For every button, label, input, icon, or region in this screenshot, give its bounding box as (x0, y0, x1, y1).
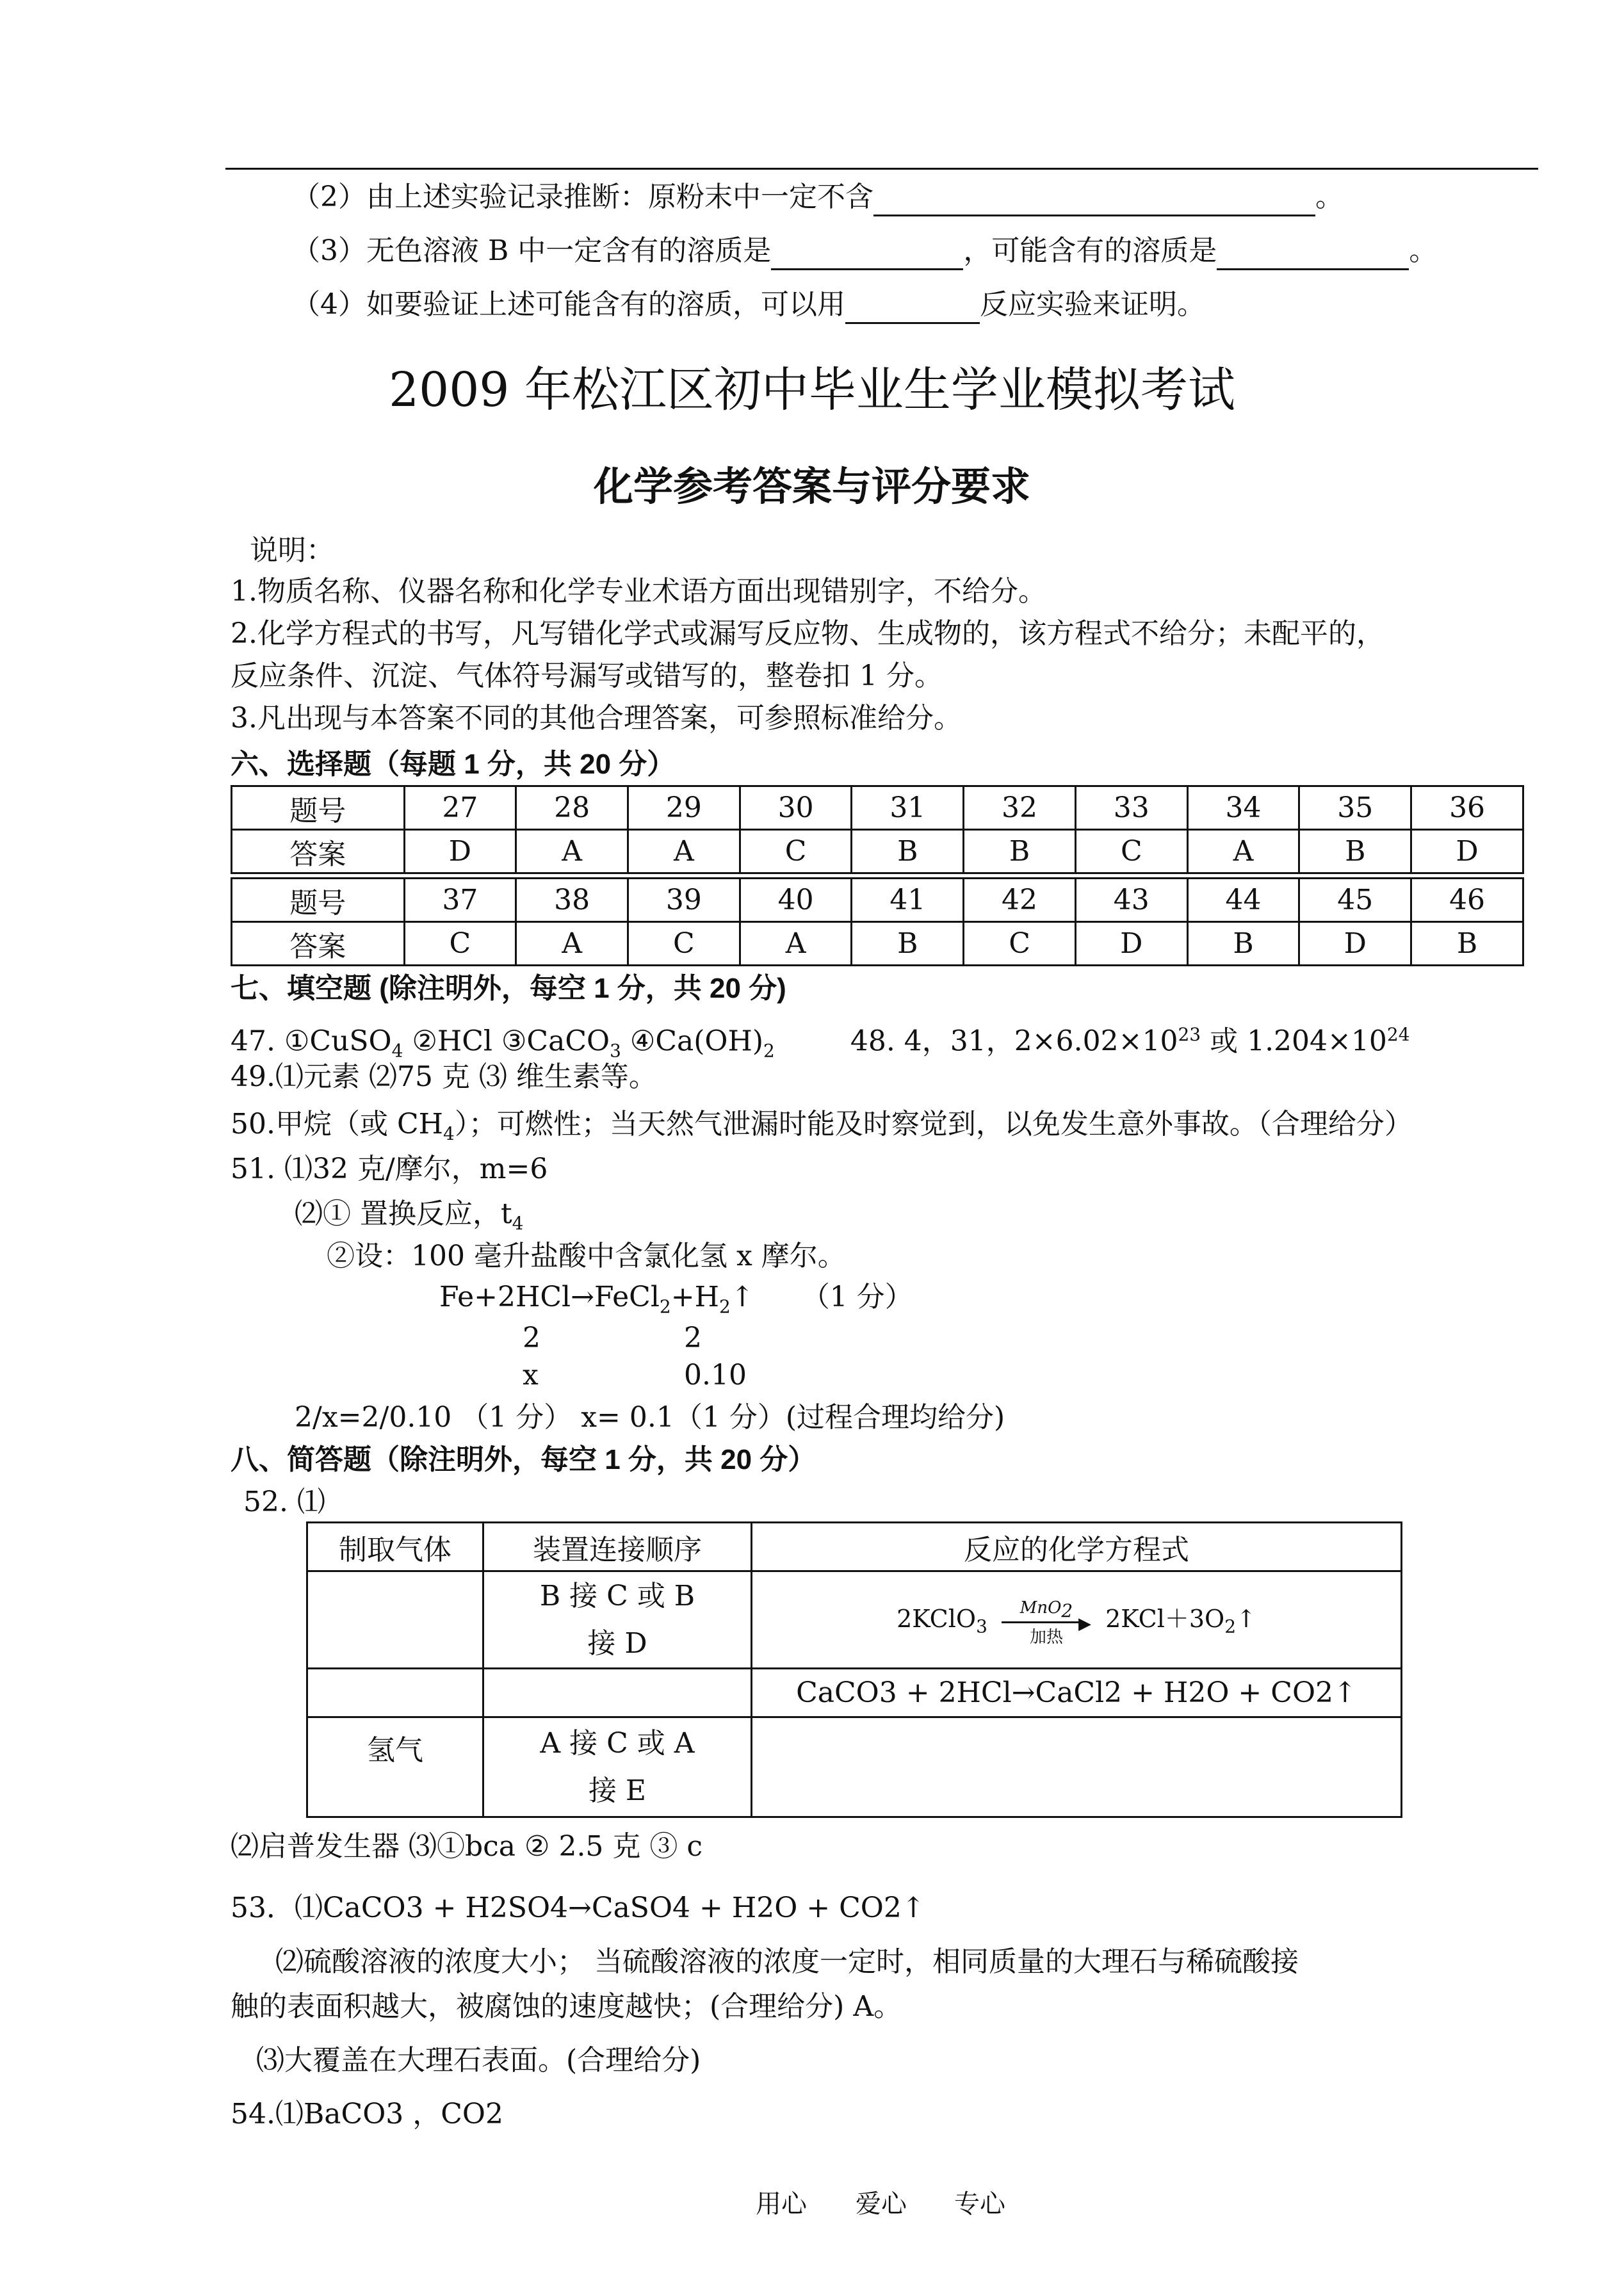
note-2-cont: 反应条件、沉淀、气体符号漏写或错写的，整卷扣 1 分。 (231, 660, 943, 692)
table-cell: B 接 C 或 B 接 D (483, 1571, 752, 1669)
answer-47-a: 47. ①CuSO (231, 1025, 392, 1058)
table-cell: B (1299, 830, 1411, 873)
question-2-text: （2）由上述实验记录推断：原粉末中一定不含 (292, 181, 873, 213)
answer-47-c: ④Ca(OH) (621, 1025, 763, 1058)
answer-48-a: 48. 4，31，2×6.02×10 (850, 1025, 1178, 1058)
note-1: 1.物质名称、仪器名称和化学专业术语方面出现错别字，不给分。 (231, 575, 1046, 608)
answer-53-1: 53．⑴CaCO3 + H2SO4→CaSO4 + H2O + CO2↑ (231, 1892, 925, 1924)
table-cell: 45 (1299, 879, 1411, 922)
table-cell: B (1187, 922, 1299, 966)
table-cell: 46 (1411, 879, 1523, 922)
calc-row-1-right: 2 (684, 1322, 702, 1354)
answer-49: 49.⑴元素 ⑵75 克 ⑶ 维生素等。 (231, 1060, 657, 1093)
superscript: 24 (1386, 1024, 1410, 1045)
condition-label: 加热 (1029, 1627, 1063, 1647)
calc-row-2-right: 0.10 (684, 1359, 747, 1391)
question-2 (292, 178, 1344, 216)
calc-row-2-left: x (523, 1359, 539, 1391)
answer-blank (1217, 239, 1409, 270)
eq-part: 2KClO (897, 1605, 977, 1634)
reaction-arrow (1002, 1598, 1091, 1647)
table-cell: 31 (852, 786, 964, 830)
table-cell: B (964, 830, 1076, 873)
answer-blank (873, 185, 1315, 216)
table-row (232, 830, 1523, 873)
table-cell: C (1075, 830, 1187, 873)
arrow-line (1002, 1621, 1085, 1623)
eq-score: （1 分） (801, 1281, 913, 1313)
subscript: 4 (512, 1212, 524, 1234)
table-cell: 27 (404, 786, 516, 830)
catalyst-text: MnO (1019, 1598, 1062, 1618)
footer-text-1: 用心 (756, 2189, 807, 2219)
subscript: 2 (719, 1295, 731, 1317)
answer-53-2b: 触的表面积越大，被腐蚀的速度越快；(合理给分) A。 (231, 1990, 902, 2023)
note-3: 3.凡出现与本答案不同的其他合理答案，可参照标准给分。 (231, 702, 962, 734)
note-2: 2.化学方程式的书写，凡写错化学式或漏写反应物、生成物的，该方程式不给分；未配平的， (231, 617, 1384, 650)
table-cell: A (516, 922, 628, 966)
table-cell: 30 (740, 786, 852, 830)
subscript: 2 (1224, 1616, 1237, 1637)
table-cell: B (852, 830, 964, 873)
table-cell: C (740, 830, 852, 873)
table-cell: 42 (964, 879, 1076, 922)
table-cell (307, 1669, 483, 1717)
table-header-row (307, 1523, 1402, 1571)
arrow-head-icon: ▶ (1078, 1614, 1091, 1634)
section-8-heading: 八、简答题（除注明外，每空 1 分，共 20 分） (231, 1444, 816, 1475)
question-4-suffix: 反应实验来证明。 (980, 288, 1205, 321)
footer-text-2: 爱心 (856, 2189, 907, 2219)
answer-51-2b: ②设：100 毫升盐酸中含氯化氢 x 摩尔。 (327, 1240, 846, 1272)
answer-blank (845, 293, 980, 324)
subscript: 4 (391, 1040, 403, 1062)
question-3-text: （3）无色溶液 B 中一定含有的溶质是 (292, 234, 772, 267)
answer-51-2a-text: ⑵① 置换反应，t (295, 1197, 512, 1230)
table-cell: 36 (1411, 786, 1523, 830)
question-3-mid: ，可能含有的溶质是 (963, 234, 1217, 267)
subscript: 4 (443, 1123, 455, 1144)
table-cell: 34 (1187, 786, 1299, 830)
notes-heading: 说明： (250, 534, 334, 567)
header-rule (225, 168, 1538, 170)
table-header: 制取气体 (307, 1523, 483, 1571)
subscript: 3 (976, 1616, 987, 1637)
table-cell: 37 (404, 879, 516, 922)
table-row (307, 1717, 1402, 1817)
answer-table-2 (231, 877, 1524, 966)
equation-cell (752, 1571, 1402, 1669)
table-cell: 38 (516, 879, 628, 922)
catalyst-label (1002, 1598, 1091, 1621)
table-cell: B (852, 922, 964, 966)
answer-47-b: ②HCl ③CaCO (403, 1025, 610, 1058)
table-cell: 44 (1187, 879, 1299, 922)
answer-51-1: 51. ⑴32 克/摩尔，m=6 (231, 1153, 548, 1185)
question-4-text: （4）如要验证上述可能含有的溶质，可以用 (292, 288, 845, 321)
section-6-heading: 六、选择题（每题 1 分，共 20 分） (231, 749, 676, 780)
answer-48-b: 或 1.204×10 (1201, 1025, 1387, 1058)
question-4 (292, 286, 1205, 324)
table-cell: D (1411, 830, 1523, 873)
table-cell: A (740, 922, 852, 966)
table-cell: 氢气 (307, 1717, 483, 1817)
eq-part: +H (670, 1281, 719, 1313)
table-row (232, 786, 1523, 830)
table-header: 反应的化学方程式 (752, 1523, 1402, 1571)
eq-part: 2KCl＋3O (1105, 1605, 1225, 1634)
table-cell: A (628, 830, 740, 873)
table-cell: A (1187, 830, 1299, 873)
table-header: 装置连接顺序 (483, 1523, 752, 1571)
answer-52-rest: ⑵启普发生器 ⑶①bca ② 2.5 克 ③ c (231, 1830, 703, 1863)
table-cell: 33 (1075, 786, 1187, 830)
table-cell: D (404, 830, 516, 873)
subscript: 3 (610, 1040, 621, 1062)
answer-50 (231, 1105, 1413, 1153)
answer-53-2a: ⑵硫酸溶液的浓度大小； 当硫酸溶液的浓度一定时，相同质量的大理石与稀硫酸接 (275, 1945, 1299, 1978)
table-row (307, 1669, 1402, 1717)
section-7-heading: 七、填空题 (除注明外，每空 1 分，共 20 分) (231, 973, 786, 1004)
table-cell: C (628, 922, 740, 966)
answer-blank (771, 239, 963, 270)
table-row (307, 1571, 1402, 1669)
subscript: 2 (763, 1040, 775, 1062)
table-cell: 41 (852, 879, 964, 922)
equation-cell: CaCO3 + 2HCl→CaCl2 + H2O + CO2↑ (752, 1669, 1402, 1717)
eq-part: ↑ (730, 1281, 754, 1313)
superscript: 23 (1178, 1024, 1201, 1045)
table-cell: A 接 C 或 A 接 E (483, 1717, 752, 1817)
table-cell: C (404, 922, 516, 966)
table-cell: A (516, 830, 628, 873)
table-cell: D (1299, 922, 1411, 966)
equation-cell (752, 1717, 1402, 1817)
table-cell: 39 (628, 879, 740, 922)
answer-51-2a (295, 1195, 524, 1243)
calc-row-1-left: 2 (523, 1322, 540, 1354)
eq-part: Fe+2HCl→FeCl (439, 1281, 660, 1313)
table-cell (483, 1669, 752, 1717)
answer-51-final: 2/x=2/0.10 （1 分） x= 0.1（1 分）(过程合理均给分) (295, 1401, 1005, 1434)
footer-text-3: 专心 (954, 2189, 1005, 2219)
page-subtitle: 化学参考答案与评分要求 (593, 465, 1030, 509)
table-cell: 35 (1299, 786, 1411, 830)
table-row (232, 922, 1523, 966)
table-cell (307, 1571, 483, 1669)
table-cell: B (1411, 922, 1523, 966)
subscript: 2 (659, 1295, 671, 1317)
question-3 (292, 232, 1437, 270)
table-cell: 29 (628, 786, 740, 830)
question-3-suffix: 。 (1409, 234, 1438, 267)
q52-label: 52. ⑴ (243, 1486, 325, 1518)
row-label: 答案 (232, 830, 405, 873)
table-cell: 32 (964, 786, 1076, 830)
row-label: 题号 (232, 786, 405, 830)
table-cell: 40 (740, 879, 852, 922)
answer-53-3: ⑶大覆盖在大理石表面。(合理给分) (256, 2044, 701, 2077)
answer-50-b: ）；可燃性；当天然气泄漏时能及时察觉到，以免发生意外事故。（合理给分） (454, 1108, 1413, 1140)
answer-50-a: 50.甲烷（或 CH (231, 1108, 443, 1140)
eq-part: ↑ (1236, 1605, 1256, 1634)
equation-51 (439, 1278, 913, 1326)
row-label: 题号 (232, 879, 405, 922)
question-2-suffix: 。 (1315, 181, 1344, 213)
subscript: 2 (1061, 1600, 1073, 1621)
answer-table-1 (231, 785, 1524, 874)
table-cell: D (1075, 922, 1187, 966)
table-row (232, 879, 1523, 922)
table-cell: 28 (516, 786, 628, 830)
table-cell: C (964, 922, 1076, 966)
row-label: 答案 (232, 922, 405, 966)
answer-54: 54.⑴BaCO3 ，CO2 (231, 2098, 503, 2130)
gas-table (306, 1521, 1402, 1818)
table-cell: 43 (1075, 879, 1187, 922)
page-title: 2009 年松江区初中毕业生学业模拟考试 (389, 362, 1235, 418)
